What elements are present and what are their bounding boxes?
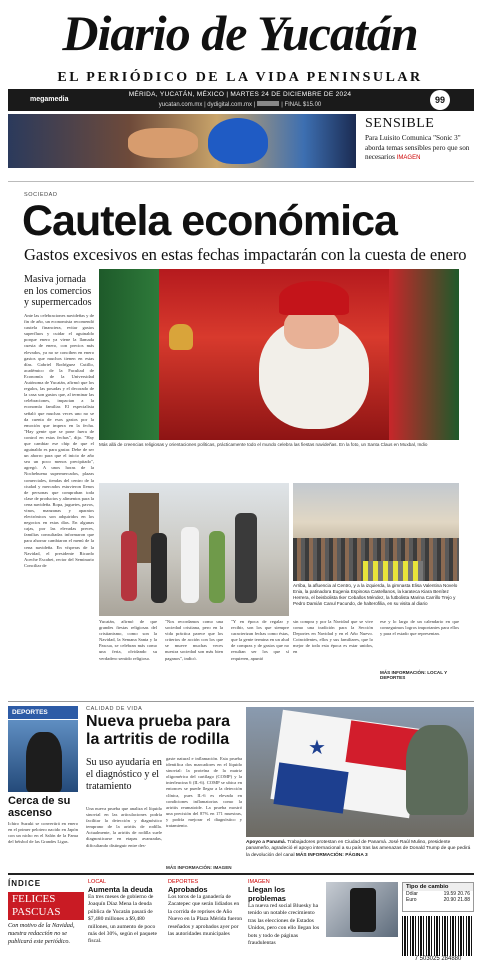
santa-hat [279,281,349,315]
exchange-box: Tipo de cambio Dólar 19.59 20.76 Euro 20.90 21.88 [402,882,474,912]
hand-figure [128,128,198,158]
athlete-5 [235,513,257,603]
social-icons [257,101,279,106]
health-col-2: gaste natural e inflamación. Esta prueba identifica dos marcadores en el líquido sinovial: la proteína de la matriz oligomérica del cartílago (COMP) y la interleucina 6 (IL-6). COMP se ubica en entonces se puede llegar a la detección clínica, pues IL-6 es elevada en condiciones inflamatorias como la artritis reumatoide. La prueba mostró una precisión del 87% en 171 muestras, y podría mejorar el diagnóstico y tratamiento. [166,756,242,829]
exchange-row: Dólar 19.59 20.76 [406,891,470,897]
athlete-2 [151,533,167,603]
barcode [402,916,474,956]
santa-caption: Más allá de creencias religiosas y orientaciones políticas, prácticamente todo el mundo celebra las fiestas navideñas. En la foto, un Santa Claus en Muxbal, Indio [99,442,428,447]
player [26,732,62,792]
health-headline[interactable]: Nueva prueba para la artritis de rodilla [86,713,231,748]
lead-col-2: Yucatán, afirmó de que grandes fiestas religiosas del cristianismo, como son la Navidad, la Semana Santa y la Pascua, se celebran más como una feria, olvidando su verdadero sentido religioso. [99,619,157,661]
sports-body: Ichiro Suzuki se convertirá en enero en el primer pelotero nacido en Japón con un nicho en el Salón de la Fama del béisbol de las Grandes Ligas. [8,821,78,845]
sports-section: DEPORTES [8,706,78,719]
flag-blue [273,762,348,813]
downtown-photo[interactable] [293,483,459,581]
index-promo-text: Con motivo de la Navidad, nuestra redacción no se publicará este periódico. [8,922,75,945]
health-section: CALIDAD DE VIDA [86,706,143,712]
protester [406,725,468,815]
lead-col-6: ese y lo largo de un calendario en que conseguimos logros importantes para ellos y para el estado que representan. [380,619,459,637]
lead-col-3: "Nos recordamos como una sociedad cristiana, pero en la vida práctica parece que los criterios de acción con los que se mueve muchas veces nuestra sociedad son más bien paganos", indicó. [165,619,223,661]
index-promo-title[interactable]: FELICES PASCUAS [8,892,84,920]
sports-photo[interactable] [8,720,78,792]
lead-more[interactable]: MÁS INFORMACIÓN: LOCAL Y DEPORTES [380,670,448,680]
athlete-1 [121,531,137,601]
santa-face [284,309,339,349]
bell-icon [169,324,193,350]
star-icon: ★ [308,735,326,759]
exchange-row: Euro 20.90 21.88 [406,897,470,903]
promo-image[interactable] [8,114,356,168]
divider [8,701,474,702]
divider [8,873,474,875]
media-logo: megamedia [30,96,69,103]
index-item[interactable]: IMAGEN Llegan los problemas La nueva red social Bluesky ha tenido un notable crecimiento tras las elecciones de Estados Unidos, pero con ello llegan los bots y todo de páginas fraudulentas [248,879,320,947]
athletes-photo[interactable] [99,483,289,616]
divider [8,181,474,182]
location-date: MÉRIDA, YUCATÁN, MÉXICO | MARTES 24 DE DICIEMBRE DE 2024 [128,91,352,98]
santa-photo[interactable] [99,269,459,440]
athlete-3 [181,527,199,603]
promo-kicker: SENSIBLE [365,116,435,131]
sports-headline[interactable]: Cerca de su ascenso [8,795,71,819]
index-label: ÍNDICE [8,879,42,888]
lead-col-5: sin compra y por la Navidad que se vive como una tradición para la Sección Deportes en Navidad y en el Año Nuevo. Coincidentes, ellos y sus familiares, que lo mejor de toda esta época es estar unidos, en [293,619,373,655]
panama-caption: Apoyo a Panamá. Trabajadores protestan en Ciudad de Panamá. José Raúl Mulino, presidente panameño, agradeció el apoyo internacional a su país tras las amenazas de Donald Trump de que pedirá la devolución del canal MÁS INFORMACIÓN: PÁGINA 3 [246,840,471,858]
lead-headline[interactable]: Cautela económica [22,197,397,245]
crosswalk [363,561,423,581]
index-image[interactable] [326,882,398,937]
health-deck: Su uso ayudaría en el diagnóstico y el tratamiento [86,757,162,792]
health-more[interactable]: MÁS INFORMACIÓN: IMAGEN [166,865,232,870]
promo-text[interactable]: Para Luisito Comunica "Sonic 3" aborda temas sensibles pero que son necesarios IMAGEN [365,134,470,161]
index-item[interactable]: LOCAL Aumenta la deuda En tres meses de gobierno de Joaquín Díaz Mena la deuda pública de Yucatán pasará de $7,480 millones a $9,480 millones, un aumento de poco más del 30%, según el paquete fiscal. [88,879,157,945]
athletes-caption: Arriba, la afluencia al Centro, y a la izquierda, la gimnasta Elisa Valentina Novelo Enia, la patinadora Eugenia Espinosa Castellanos, la karateca Kiara Benítez Herrera, el beisbolista Iker Ceballos Méndez, la futbolista Marina Carrillo Trejo y Pedro Damián Canul Facundo, de halterofilia, en su visita al diario [293,583,458,606]
tree-left [99,269,159,440]
lead-col-4: "Y en época de regalar y recibir, son los que siempre caracterizan fechas como éstas, que la gente termina en un alud de compras y de gastos que no resultan ser los que sí requieren, apuntó [231,619,289,661]
year-badge: 99 [430,90,450,110]
masthead-title: Diario de Yucatán [62,5,418,61]
sonic-figure [208,118,268,164]
lead-deck: Gastos excesivos en estas fechas impactarán con la cuesta de enero [24,245,467,264]
masthead-slogan: EL PERIÓDICO DE LA VIDA PENINSULAR [57,70,423,85]
lead-section: SOCIEDAD [24,192,58,198]
panama-photo[interactable] [246,707,474,837]
index-item[interactable]: DEPORTES Aprobados Los toros de la ganadería de Zacatepec que serán lidiados en la corrida de reprises de Año Nuevo en la Plaza Mérida fueron reseñados y aprobados ayer por las autoridades municipales [168,879,243,938]
site-links: yucatan.com.mx | dydigital.com.mx | | FINAL $15.00 [158,102,322,108]
sidebar-headline[interactable]: Masiva jornada en los comercios y supermercados [24,274,92,308]
phone [350,888,376,932]
athlete-4 [209,531,225,603]
sidebar-body: Ante las celebraciones navideñas y de fin de año, un economista recomendó cautela financiera, evitar gastos superfluos y cuidar el aguinaldo porque enero ya viene la llamada cuesta de enero, con precios más elevados, ya no se conciben en enero gastos que muchos tienen en estas días. Gabriel Rodríguez Cutillo, académico de la Facultad de Economía de la Universidad Autónoma de Yucatán, afirmó que los regalos, las posadas y el decorado de la casa son gastos que, al terminar las celebraciones, impactan a la economía familiar. El especialista señaló que muchas veces uno no se da cuenta de esos gastos por la emoción que impera en la fecha. "Hay gente que se pone fuera de control en estas fechas", dijo. "Hay que cambiar ese chip de que el aguinaldo es para gastar. Debe de ser un ahorro para que el inicio de año sea un poco menos precipitado", agregó. A unos horas de la Nochebuena supermercados, plazas comerciales, tiendas del centro de la ciudad y mercados estuvieron llenos de personas que compraban toda clase de productos y alimentos para la cena navideña. Ropa, juguetes, pavos, vinos, manzanas y aparatos electrónicos son adquiridos en los negocios en estas días. En algunas cajas, por las elevadas preces, familias consultadas informaron que para ahorrar cambiaron el menú de la cena navideña. En vísperas de la Navidad, el presidente Ricardo Aceche Escabet, rector del Seminario Conciliar de [24,313,94,568]
health-col-1: Una nueva prueba que analiza el líquido sinovial en las articulaciones podría facilitar la detección y diagnóstico temprano de la artritis de rodilla. Actualmente, la artritis de rodilla suele diagnosticarse en etapas avanzadas, dificultando distinguir entre des- [86,806,162,848]
tree-right [389,269,459,440]
barcode-number: 7 503025 284880 [402,956,474,965]
